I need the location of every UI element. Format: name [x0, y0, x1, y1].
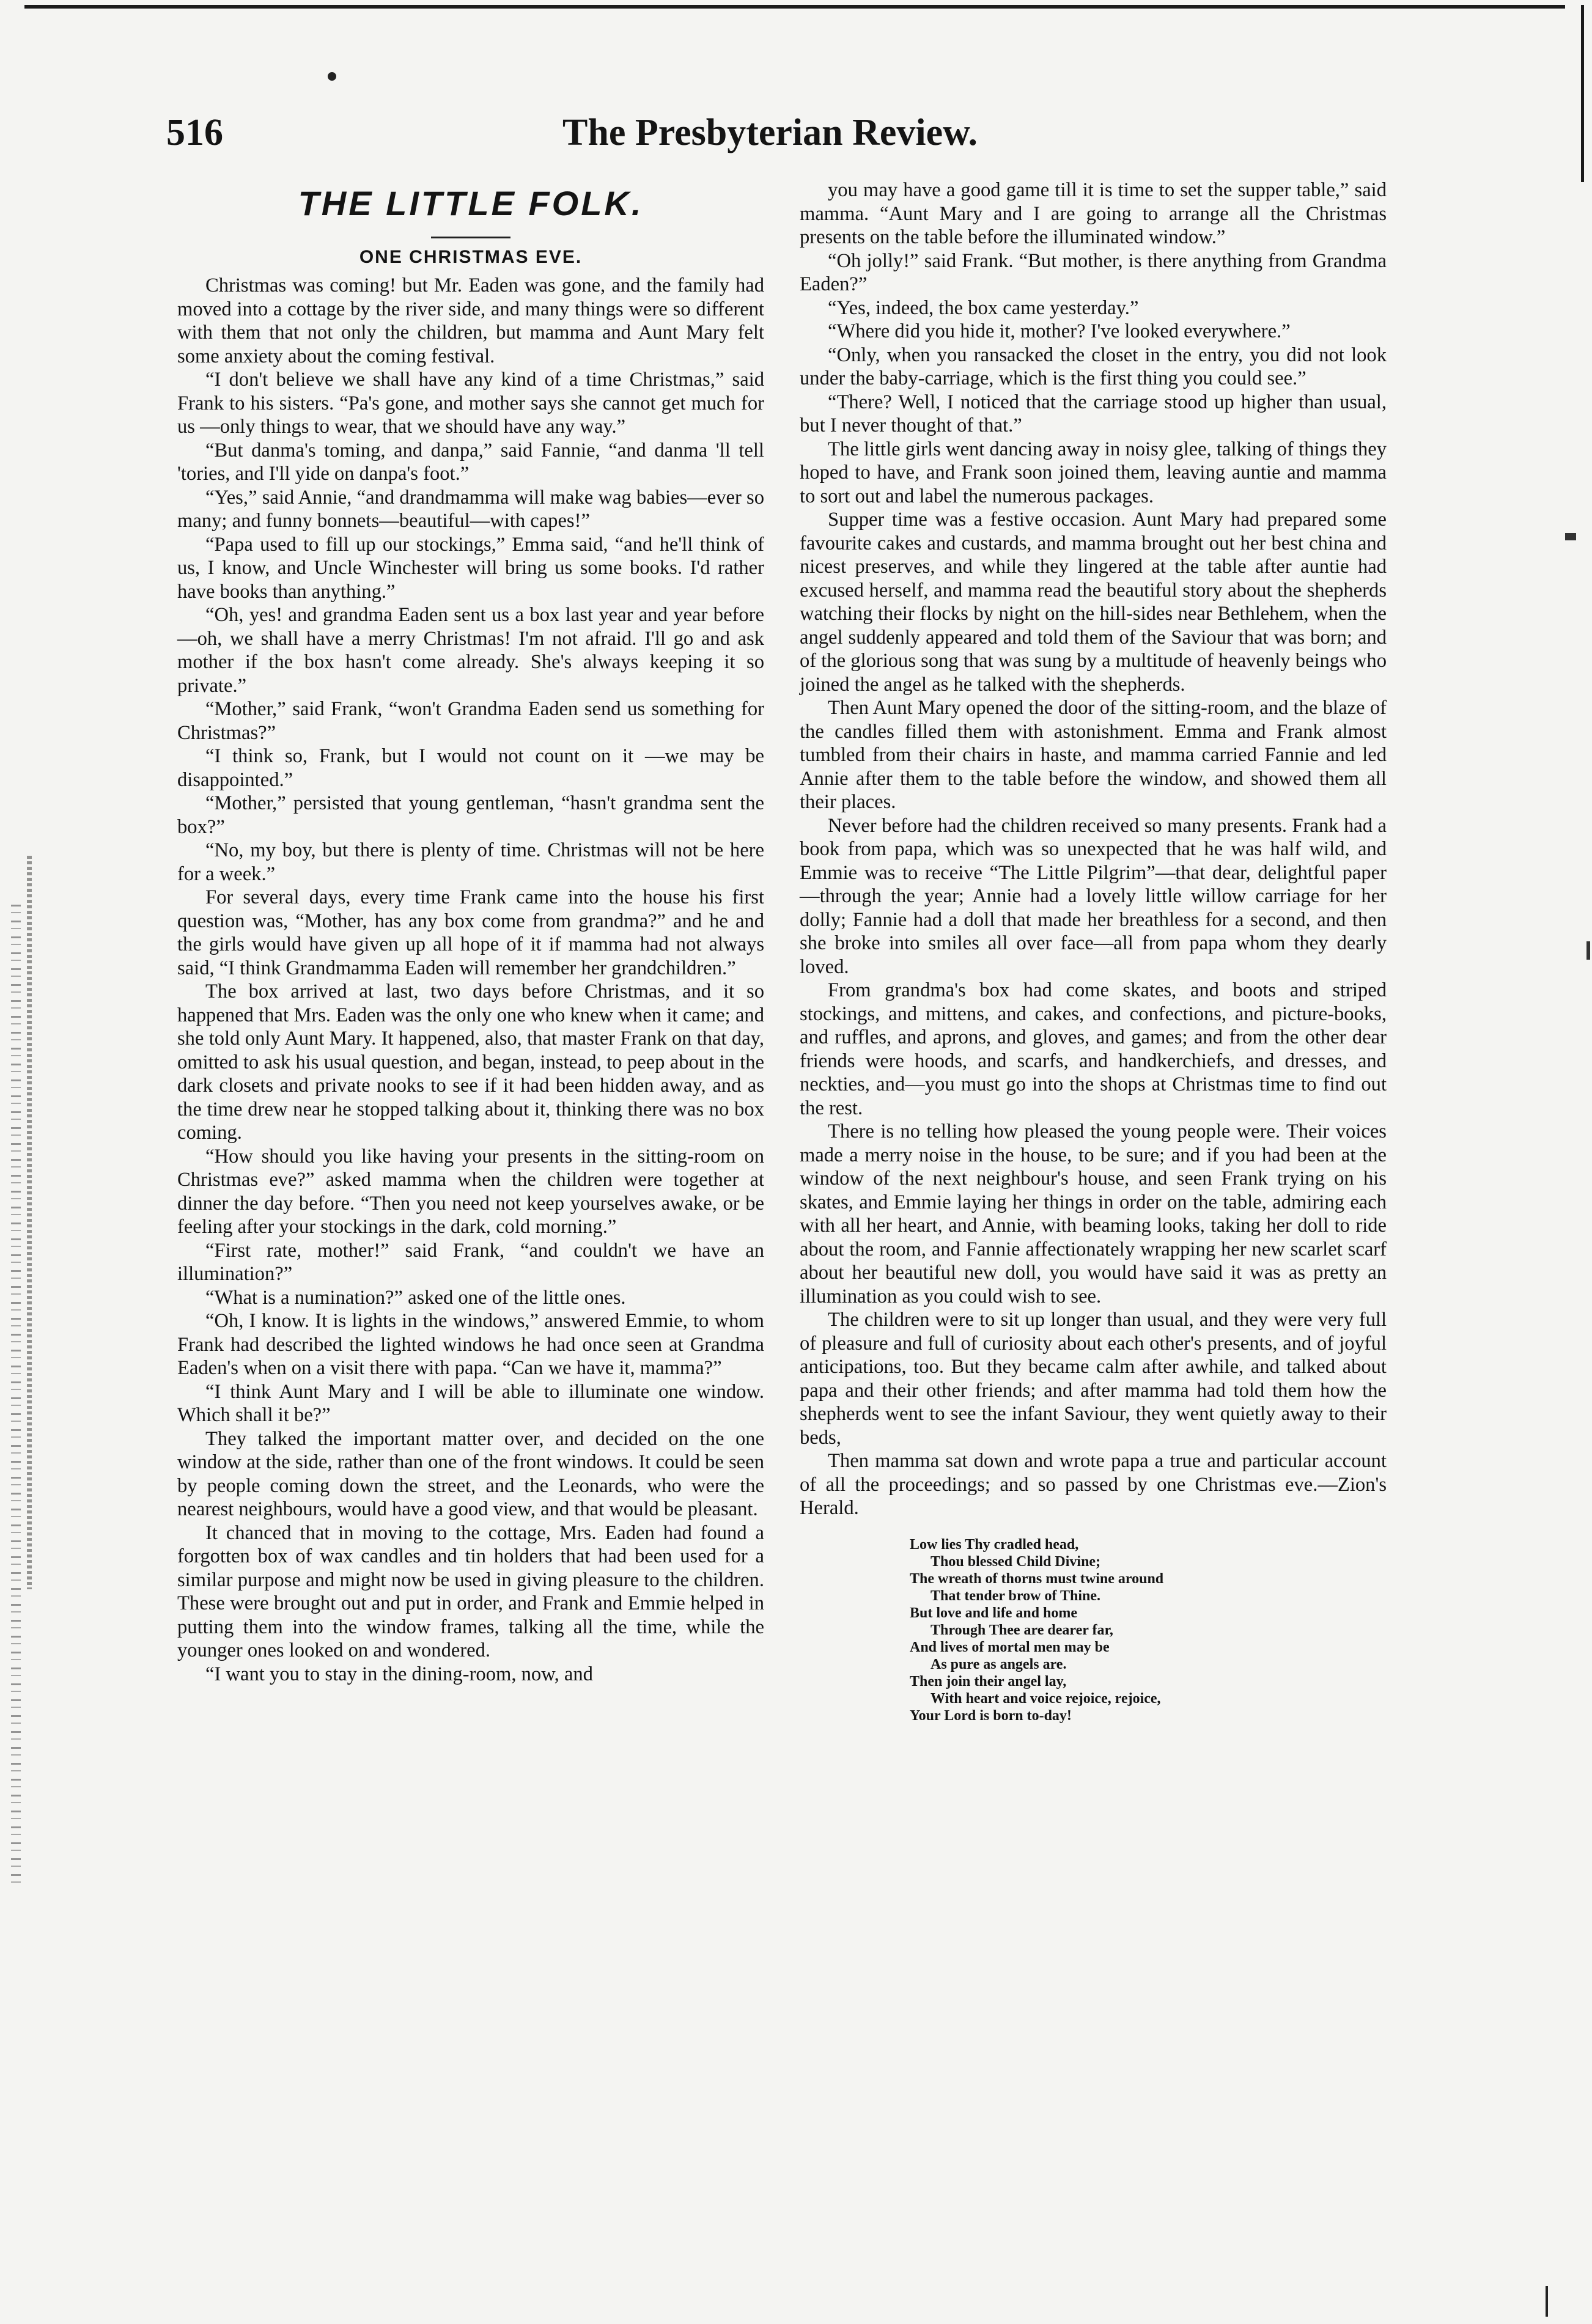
article-title: THE LITTLE FOLK.: [298, 184, 644, 222]
paragraph: “Mother,” persisted that young gentleman, “hasn't grandma sent the box?”: [177, 792, 764, 838]
paragraph: “Mother,” said Frank, “won't Grandma Eaden send us something for Christmas?”: [177, 698, 764, 744]
poem-line: Thou blessed Child Divine;: [931, 1553, 1101, 1570]
paragraph: “I think Aunt Mary and I will be able to illuminate one window. Which shall it be?”: [177, 1380, 764, 1426]
paragraph: From grandma's box had come skates, and boots and striped stockings, and mittens, and cakes, and confections, and picture-books, and ruffles, and aprons, and gloves, and games; and from the other dear friends were hoods, and scarfs, and handkerchiefs, and dresses, and neckties, and—you must go into the shops at Christmas time to find out the rest.: [800, 979, 1387, 1119]
paragraph: Then mamma sat down and wrote papa a true and particular account of all the proceedings; and so passed by one Christmas eve.—Zion's Herald.: [800, 1450, 1387, 1519]
top-rule: [24, 5, 1565, 9]
paragraph: Christmas was coming! but Mr. Eaden was gone, and the family had moved into a cottage by the river side, and many things were so different with them that not only the children, but mamma and Aunt Mary felt some anxiety about the coming festival.: [177, 274, 764, 367]
paragraph: “No, my boy, but there is plenty of time. Christmas will not be here for a week.”: [177, 839, 764, 885]
paragraph: you may have a good game till it is time to set the supper table,” said mamma. “Aunt Mary and I are going to arrange all the Christmas presents on the table before the illuminated window.”: [800, 179, 1387, 248]
title-rule: [431, 237, 510, 238]
paragraph: “Only, when you ransacked the closet in the entry, you did not look under the baby-carriage, which is the first thing you could see.”: [800, 344, 1387, 389]
page-number: 516: [166, 112, 223, 153]
poem-line: As pure as angels are.: [931, 1656, 1067, 1672]
paragraph: “There? Well, I noticed that the carriage stood up higher than usual, but I never thought of that.”: [800, 391, 1387, 436]
margin-speckle: [11, 905, 21, 1883]
paragraph: “How should you like having your presents in the sitting-room on Christmas eve?” asked mamma when the children were together at dinner the day before. “Then you need not keep yourselves awake, or be feeling after your stockings in the dark, cold morning.”: [177, 1145, 764, 1238]
poem-line: With heart and voice rejoice, rejoice,: [931, 1690, 1161, 1707]
article-subtitle: ONE CHRISTMAS EVE.: [359, 247, 583, 267]
paragraph: The box arrived at last, two days before Christmas, and it so happened that Mrs. Eaden was the only one who knew when it came; and she told only Aunt Mary. It happened, also, that master Frank on that day, omitted to ask his usual question, and began, instead, to peep about in the dark closets and private nooks to see if it had been hidden away, and as the time drew near he stopped talking about it, thinking there was no box coming.: [177, 980, 764, 1144]
paragraph: “I think so, Frank, but I would not count on it —we may be disappointed.”: [177, 745, 764, 791]
poem-line: Then join their angel lay,: [910, 1673, 1067, 1690]
right-column: [800, 178, 1387, 1724]
side-tick: [1586, 941, 1590, 960]
running-head: The Presbyterian Review.: [562, 112, 978, 153]
left-paragraphs: [177, 274, 764, 1686]
paragraph: “What is a numination?” asked one of the little ones.: [205, 1286, 626, 1309]
paragraph: “Oh, yes! and grandma Eaden sent us a box last year and year before—oh, we shall have a merry Christmas! I'm not afraid. I'll go and ask mother if the box hasn't come already. She's always keeping it so private.”: [177, 604, 764, 697]
poem: [910, 1536, 1387, 1724]
side-mark: [1565, 533, 1576, 540]
ink-dot: [328, 72, 336, 81]
paragraph: Then Aunt Mary opened the door of the sitting-room, and the blaze of the candles filled them with astonishment. Emma and Frank almost tumbled from their chairs in haste, and mamma carried Fannie and led Annie after them to the table before the window, and showed them all their places.: [800, 697, 1387, 813]
paragraph: For several days, every time Frank came into the house his first question was, “Mother, has any box come from grandma?” and he and the girls would have given up all hope of it if mamma had not always said, “I think Grandmamma Eaden will remember her grandchildren.”: [177, 886, 764, 979]
margin-speckle-inner: [27, 856, 32, 1589]
paragraph: “I want you to stay in the dining-room, now, and: [205, 1663, 593, 1685]
right-paragraphs: [800, 178, 1387, 1520]
paragraph: “Oh jolly!” said Frank. “But mother, is there anything from Grandma Eaden?”: [800, 249, 1387, 295]
poem-line: Through Thee are dearer far,: [931, 1622, 1113, 1638]
poem-line: The wreath of thorns must twine around: [910, 1570, 1164, 1587]
paragraph: “I don't believe we shall have any kind of a time Christmas,” said Frank to his sisters. “Pa's gone, and mother says she cannot get much for us —only things to wear, that we should have any way.”: [177, 369, 764, 438]
paragraph: The children were to sit up longer than usual, and they were very full of pleasure and full of curiosity about each other's presents, and of joyful anticipations, too. But they became calm after awhile, and talked about papa and their other friends; and after mamma had told them how the shepherds went to see the infant Saviour, they went quietly away to their beds,: [800, 1309, 1387, 1449]
bottom-right-mark: [1546, 2286, 1548, 2317]
paragraph: Never before had the children received so many presents. Frank had a book from papa, which was so unexpected that he was half wild, and Emmie was to receive “The Little Pilgrim”—that dear, delightful paper—through the year; Annie had a lovely little willow carriage for her dolly; Fannie had a doll that made her breathless for a second, and then she broke into smiles all over face—all from papa whom they dearly loved.: [800, 814, 1387, 978]
left-column: [177, 178, 764, 1686]
paragraph: Supper time was a festive occasion. Aunt Mary had prepared some favourite cakes and custards, and mamma brought out her best china and nicest preserves, and while they lingered at the table after auntie had excused herself, and mamma read the beautiful story about the shepherds watching their flocks by night on the hill-sides near Bethlehem, when the angel suddenly appeared and told them of the Saviour that was born; and of the glorious song that was sung by a multitude of heavenly beings who joined the angel as he talked with the shepherds.: [800, 509, 1387, 696]
paragraph: “Yes, indeed, the box came yesterday.”: [828, 296, 1139, 319]
paragraph: “Where did you hide it, mother? I've looked everywhere.”: [828, 320, 1291, 342]
paragraph: The little girls went dancing away in noisy glee, talking of things they hoped to have, and Frank soon joined them, leaving auntie and mamma to sort out and label the numerous packages.: [800, 438, 1387, 507]
paragraph: There is no telling how pleased the young people were. Their voices made a merry noise in the house, to be sure; and if you had been at the window of the next neighbour's house, and seen Frank trying on his skates, and Emmie laying her things in order on the table, admiring each with all her heart, and Annie, with beaming looks, taking her doll to ride about the room, and Fannie affectionately wrapping her new scarlet scarf about her beautiful new doll, you would have said it was as pretty an illumination as you could wish to see.: [800, 1120, 1387, 1307]
poem-line: And lives of mortal men may be: [910, 1639, 1110, 1655]
paragraph: “Papa used to fill up our stockings,” Emma said, “and he'll think of us, I know, and Uncle Winchester will bring us some books. I'd rather have books than anything.”: [177, 533, 764, 603]
right-edge-rule: [1581, 5, 1584, 182]
poem-line: But love and life and home: [910, 1605, 1078, 1621]
poem-line: Your Lord is born to-day!: [910, 1707, 1072, 1724]
paragraph: It chanced that in moving to the cottage, Mrs. Eaden had found a forgotten box of wax candles and tin holders that had been used for a similar purpose and might now be used in giving pleasure to the children. These were brought out and put in order, and Frank and Emmie helped in putting them into the window frames, talking all the time, while the younger ones looked on and wondered.: [177, 1521, 764, 1661]
paragraph: “Oh, I know. It is lights in the windows,” answered Emmie, to whom Frank had described the lighted windows he had once seen at Grandma Eaden's when on a visit there with papa. “Can we have it, mamma?”: [177, 1310, 764, 1379]
poem-line: Low lies Thy cradled head,: [910, 1536, 1079, 1553]
paragraph: “Yes,” said Annie, “and drandmamma will make wag babies—ever so many; and funny bonnets—beautiful—with capes!”: [177, 486, 764, 532]
poem-line: That tender brow of Thine.: [931, 1587, 1101, 1604]
paragraph: “But danma's toming, and danpa,” said Fannie, “and danma 'll tell 'tories, and I'll yide on danpa's foot.”: [177, 439, 764, 485]
paragraph: “First rate, mother!” said Frank, “and couldn't we have an illumination?”: [177, 1239, 764, 1285]
paragraph: They talked the important matter over, and decided on the one window at the side, rather than one of the front windows. It could be seen by people coming down the street, and the Leonards, who were the nearest neighbours, would have a good view, and that would be pleasant.: [177, 1427, 764, 1520]
